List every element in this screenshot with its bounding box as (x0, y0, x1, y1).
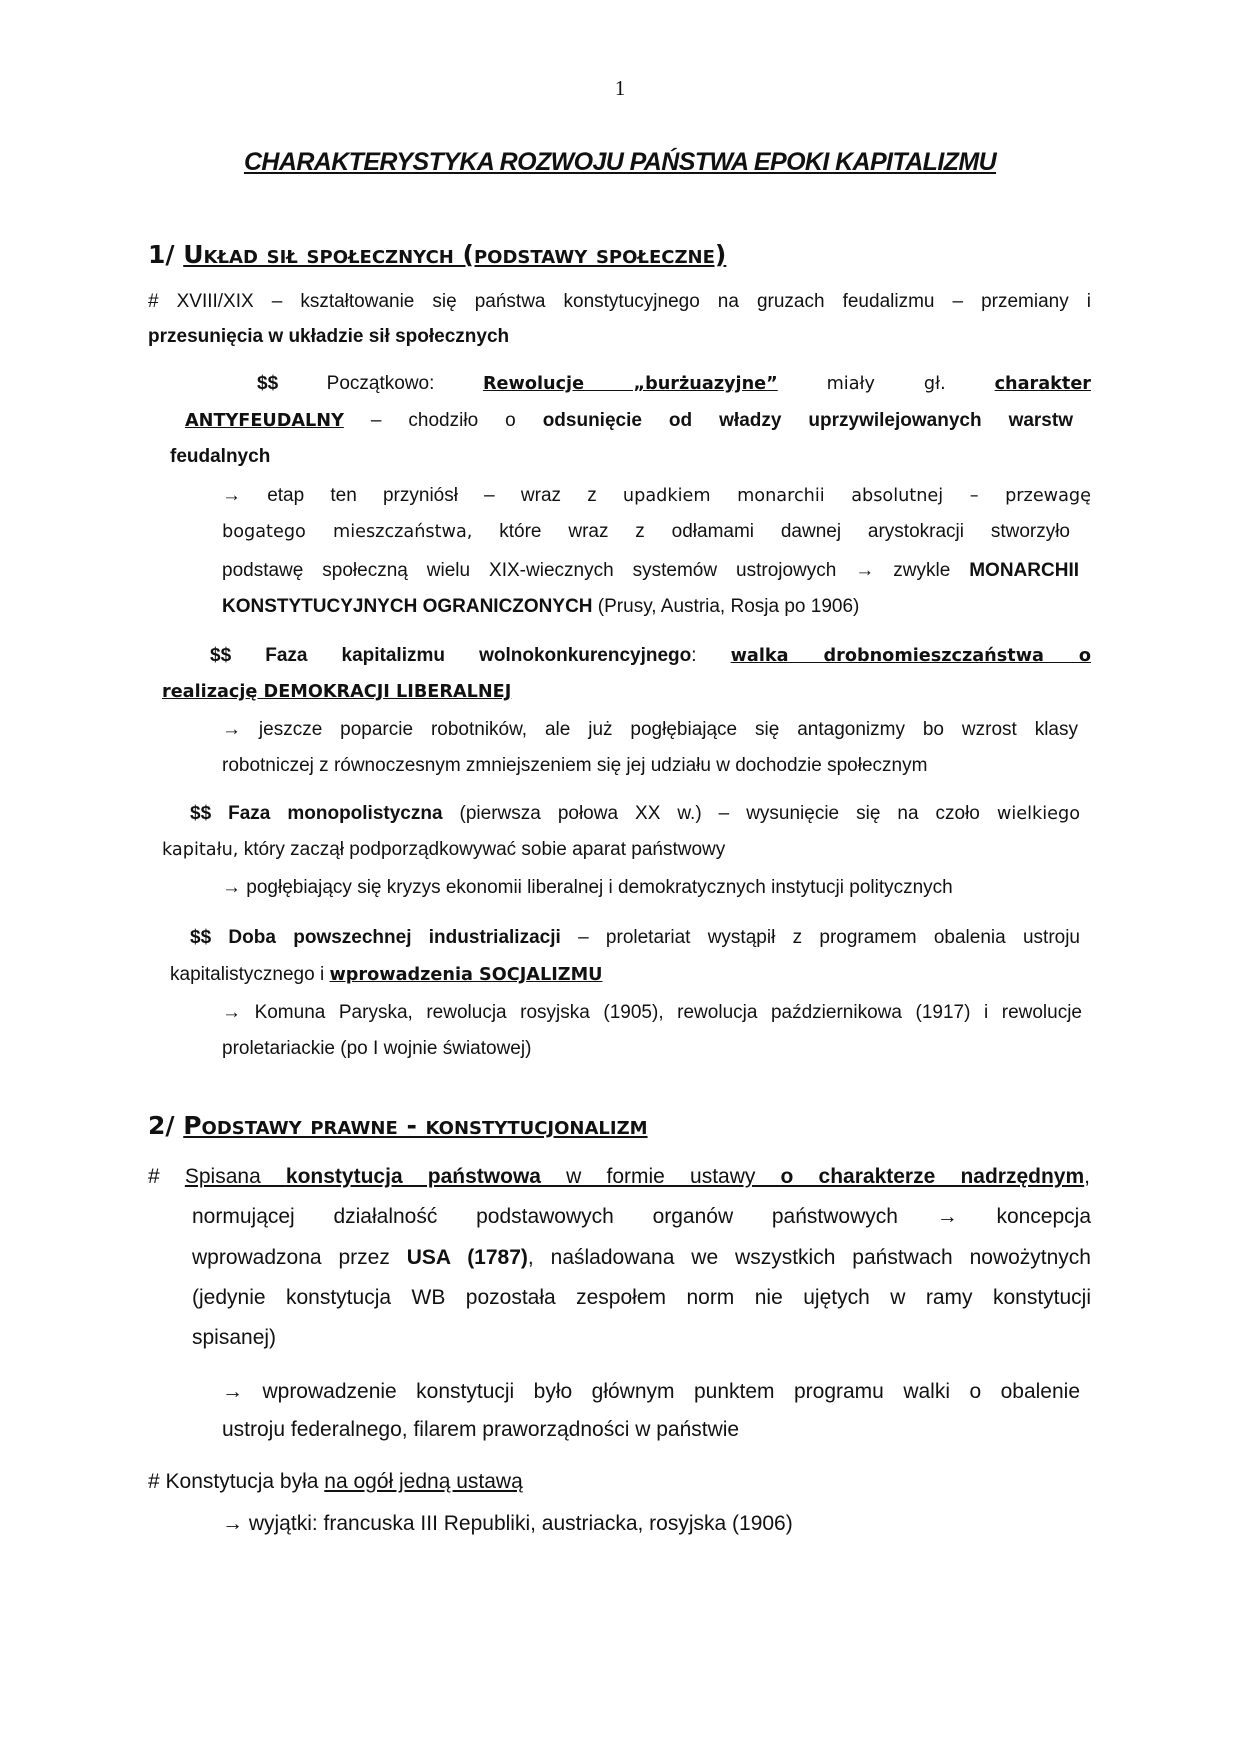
text-segment: : (691, 645, 731, 666)
text-segment: # (148, 1165, 185, 1188)
text-segment: proletariackie (po I wojnie światowej) (222, 1038, 532, 1059)
text-segment: $$ Faza monopolistyczna (190, 803, 443, 824)
text-segment: , naśladowana we wszystkich państwach nowożytnych (527, 1246, 1091, 1269)
text-segment: ustroju federalnego, filarem praworządności w państwie (222, 1418, 740, 1441)
text-segment: miały gł. (777, 374, 995, 394)
text-segment: spisanej) (192, 1326, 277, 1349)
text-segment: wprowadzona przez (192, 1246, 407, 1269)
section-number: 2/ (148, 1111, 184, 1140)
text-segment: pogłębiający się kryzys ekonomii liberalnej i demokratycznych instytucji politycznych (246, 877, 953, 898)
text-segment: charakter (994, 374, 1091, 394)
text-segment: MONARCHII (969, 560, 1080, 581)
text-line (148, 322, 509, 352)
text-segment: konstytucja państwowa (285, 1165, 541, 1188)
text-segment: kapitalistycznego i (170, 964, 330, 985)
text-segment: $$ Faza kapitalizmu wolnokonkurencyjnego (210, 645, 692, 666)
arrow-icon: → (936, 1205, 997, 1228)
text-segment: – chodziło o (343, 410, 543, 431)
text-segment: KONSTYTUCYJNYCH OGRANICZONYCH (222, 596, 593, 617)
text-line (210, 641, 1091, 671)
text-line (222, 715, 1078, 745)
text-segment: robotniczej z równoczesnym zmniejszeniem się jej udziału w dochodzie społecznym (222, 755, 928, 776)
arrow-icon: → (222, 1380, 263, 1403)
text-segment: upadkiem monarchii absolutnej – przewagę (622, 486, 1092, 506)
text-line (192, 1283, 1091, 1313)
text-segment: # Konstytucja była (148, 1470, 325, 1493)
text-line (148, 287, 1091, 317)
arrow-icon: → (222, 1002, 255, 1023)
text-segment: podstawę społeczną wielu XIX-wiecznych systemów ustrojowych (222, 560, 856, 581)
text-segment: jeszcze poparcie robotników, ale już pogłębiające się antagonizmy bo wzrost klasy (258, 719, 1078, 740)
text-segment: (Prusy, Austria, Rosja po 1906) (592, 596, 860, 617)
arrow-icon: → (222, 1512, 249, 1535)
text-line (190, 923, 1080, 953)
text-segment: walka drobnomieszczaństwa o (730, 646, 1091, 666)
page-number: 1 (614, 76, 626, 100)
text-segment: bogatego mieszczaństwa, (222, 522, 473, 542)
text-segment: ANTYFEUDALNY (185, 411, 344, 431)
text-line (222, 751, 927, 781)
section-number: 1/ (148, 240, 184, 269)
text-segment: zwykle (893, 560, 970, 581)
text-segment: – proletariat wystąpił z programem obalenia ustroju (560, 927, 1080, 948)
text-segment: Spisana (184, 1165, 286, 1188)
text-line (170, 960, 603, 990)
text-line (185, 406, 1073, 436)
text-segment: na ogół jedną ustawą (324, 1470, 523, 1493)
text-segment: USA (1787) (406, 1246, 528, 1269)
text-line (222, 1415, 739, 1445)
text-segment: wprowadzenie konstytucji było głównym punktem programu walki o obalenie (262, 1380, 1080, 1403)
document-title: CHARAKTERYSTYKA ROZWOJU PAŃSTWA EPOKI KAPITALIZMU (243, 148, 997, 176)
text-segment: , (1084, 1165, 1090, 1188)
arrow-icon: → (222, 719, 259, 740)
text-segment: (jedynie konstytucja WB pozostała zespołem norm nie ujętych w ramy konstytucji (192, 1286, 1091, 1309)
text-line (257, 369, 1091, 399)
text-segment: w formie ustawy (540, 1165, 781, 1188)
section-title: Układ sił społecznych (podstawy społeczne) (183, 240, 727, 269)
text-line (222, 873, 953, 903)
text-line (222, 1509, 793, 1539)
text-segment: wielkiego (996, 804, 1080, 824)
text-segment: (pierwsza połowa XX w.) – wysunięcie się na czoło (442, 803, 997, 824)
text-line (192, 1202, 1091, 1232)
text-segment: który zaczął podporządkowywać sobie aparat państwowy (238, 839, 726, 860)
arrow-icon: → (855, 560, 894, 581)
text-line (222, 1034, 531, 1064)
text-line (162, 835, 725, 865)
text-line (222, 1377, 1080, 1407)
text-segment: które wraz z odłamami dawnej arystokracji stworzyło (472, 521, 1070, 542)
text-line (222, 481, 1091, 511)
text-segment: o charakterze nadrzędnym (780, 1165, 1085, 1188)
arrow-icon: → (222, 877, 247, 898)
text-segment: Początkowo: (278, 373, 483, 394)
section-heading-2 (148, 1111, 648, 1140)
text-segment: etap ten przyniósł – wraz z (267, 485, 623, 506)
text-segment: wprowadzenia SOCJALIZMU (329, 965, 603, 985)
text-line (148, 1467, 523, 1497)
text-segment: wyjątki: francuska III Republiki, austriacka, rosyjska (1906) (248, 1512, 793, 1535)
text-segment: przesunięcia w układzie sił społecznych (148, 326, 510, 347)
text-line (190, 799, 1080, 829)
arrow-icon: → (222, 485, 268, 506)
text-segment: normującej działalność podstawowych organów państwowych (192, 1205, 937, 1228)
section-heading-1 (148, 240, 726, 269)
text-line (192, 1243, 1091, 1273)
text-segment: koncepcja (996, 1205, 1091, 1228)
text-line (222, 517, 1070, 547)
text-line (222, 592, 859, 622)
text-line (170, 442, 270, 472)
text-segment: odsunięcie od władzy uprzywilejowanych warstw (542, 410, 1073, 431)
text-segment: $$ Doba powszechnej industrializacji (190, 927, 561, 948)
text-segment: Komuna Paryska, rewolucja rosyjska (1905), rewolucja październikowa (1917) i rewolucje (254, 1002, 1083, 1023)
text-line (148, 1162, 1090, 1192)
text-segment: Rewolucje „burżuazyjne” (482, 374, 778, 394)
section-title: Podstawy prawne - konstytucjonalizm (183, 1111, 648, 1140)
text-line (222, 556, 1079, 586)
text-segment: kapitału, (162, 840, 239, 860)
text-segment: # XVIII/XIX – kształtowanie się państwa konstytucyjnego na gruzach feudalizmu – przemiany i (148, 291, 1091, 312)
text-segment: feudalnych (170, 446, 271, 467)
text-line (162, 677, 511, 707)
text-segment: realizację DEMOKRACJI LIBERALNEJ (162, 682, 512, 702)
text-line (222, 998, 1082, 1028)
text-segment: $$ (257, 373, 279, 394)
text-line (192, 1323, 276, 1353)
